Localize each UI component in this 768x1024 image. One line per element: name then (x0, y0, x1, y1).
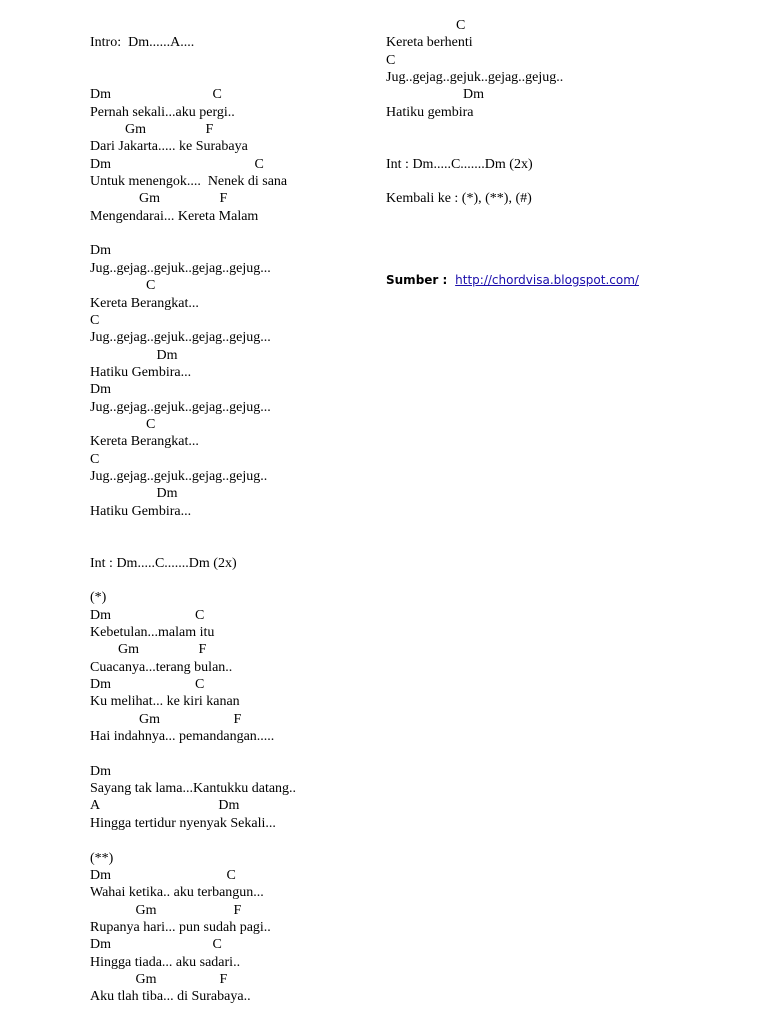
lyric-line: Kereta Berangkat... (90, 434, 199, 450)
lyric-line: Dm C (90, 937, 222, 953)
lyric-line: Dm (90, 486, 178, 502)
lyric-line: Rupanya hari... pun sudah pagi.. (90, 919, 271, 935)
lyric-line: Cuacanya...terang bulan.. (90, 659, 233, 675)
lyric-line: Dm (90, 763, 111, 779)
lyric-line: Jug..gejag..gejuk..gejag..gejug.. (90, 468, 268, 484)
lyric-line: Int : Dm.....C.......Dm (2x) (90, 555, 237, 571)
lyric-line: Pernah sekali...aku pergi.. (90, 104, 235, 120)
lyric-line: (**) (90, 850, 114, 866)
lyric-line (90, 52, 380, 69)
lyric-line: Aku tlah tiba... di Surabaya.. (90, 989, 251, 1005)
lyric-line: Hatiku gembira (386, 104, 474, 120)
lyric-line: Hai indahnya... pemandangan..... (90, 729, 275, 745)
lyric-line: Hingga tertidur nyenyak Sekali... (90, 815, 276, 831)
lyric-line: C (386, 18, 466, 33)
lyric-line: Dari Jakarta..... ke Surabaya (90, 139, 248, 155)
lyric-line: C (386, 52, 396, 68)
lyric-line: Gm F (90, 971, 228, 987)
lyric-line (386, 138, 756, 155)
lyric-line (90, 69, 380, 86)
lyric-line: Kereta Berangkat... (90, 295, 199, 311)
lyric-line: Dm C (90, 156, 264, 172)
lyric-line (386, 121, 756, 138)
lyric-line: Dm C (90, 607, 205, 623)
lyric-line: Kebetulan...malam itu (90, 625, 215, 641)
lyric-line (90, 520, 380, 537)
lyric-line: Jug..gejag..gejuk..gejag..gejug... (90, 330, 271, 346)
lyric-line (90, 572, 380, 589)
lyric-line (90, 537, 380, 554)
right-column (386, 17, 756, 208)
lyric-line: Gm F (90, 191, 228, 207)
lyric-line: Jug..gejag..gejuk..gejag..gejug... (90, 260, 271, 276)
lyric-line: C (90, 451, 100, 467)
lyric-line: Sayang tak lama...Kantukku datang.. (90, 781, 297, 797)
lyric-line: Kembali ke : (*), (**), (#) (386, 191, 532, 207)
lyric-line: Gm F (90, 642, 207, 658)
lyric-line (90, 17, 380, 34)
lyric-line: C (90, 416, 156, 432)
lyric-line: A Dm (90, 798, 240, 814)
lyric-line: Dm (90, 243, 111, 259)
lyric-line (90, 832, 380, 849)
lyric-line: Dm (90, 382, 111, 398)
lyric-line: C (90, 278, 156, 294)
lyric-line: Int : Dm.....C.......Dm (2x) (386, 156, 533, 172)
lyric-line: Dm C (90, 87, 222, 103)
lyric-line: Hatiku Gembira... (90, 503, 192, 519)
lyric-line: Dm (386, 87, 484, 103)
lyric-line: Wahai ketika.. aku terbangun... (90, 885, 264, 901)
lyric-line: Untuk menengok.... Nenek di sana (90, 174, 288, 190)
lyric-line: Gm F (90, 122, 214, 138)
lyric-line (386, 173, 756, 190)
lyric-line: Hingga tiada... aku sadari.. (90, 954, 241, 970)
lyric-line: Jug..gejag..gejuk..gejag..gejug.. (386, 70, 564, 86)
lyric-line: Kereta berhenti (386, 35, 473, 51)
lyric-line: Mengendarai... Kereta Malam (90, 208, 259, 224)
lyric-line: Dm C (90, 867, 236, 883)
source-line (386, 273, 639, 287)
lyric-line: Gm F (90, 711, 242, 727)
lyric-line: Hatiku Gembira... (90, 364, 192, 380)
lyric-line: (*) (90, 590, 107, 606)
lyric-line: Dm (90, 347, 178, 363)
lyric-line: C (90, 312, 100, 328)
source-link[interactable]: http://chordvisa.blogspot.com/ (455, 273, 639, 287)
lyric-line: Intro: Dm......A.... (90, 35, 195, 51)
lyric-line (90, 745, 380, 762)
left-column (90, 17, 380, 1006)
lyric-line: Gm F (90, 902, 242, 918)
lyric-line: Jug..gejag..gejuk..gejag..gejug... (90, 399, 271, 415)
lyric-line: Dm C (90, 677, 205, 693)
source-label: Sumber : (386, 273, 448, 287)
lyric-line: Ku melihat... ke kiri kanan (90, 694, 240, 710)
lyric-line (90, 225, 380, 242)
